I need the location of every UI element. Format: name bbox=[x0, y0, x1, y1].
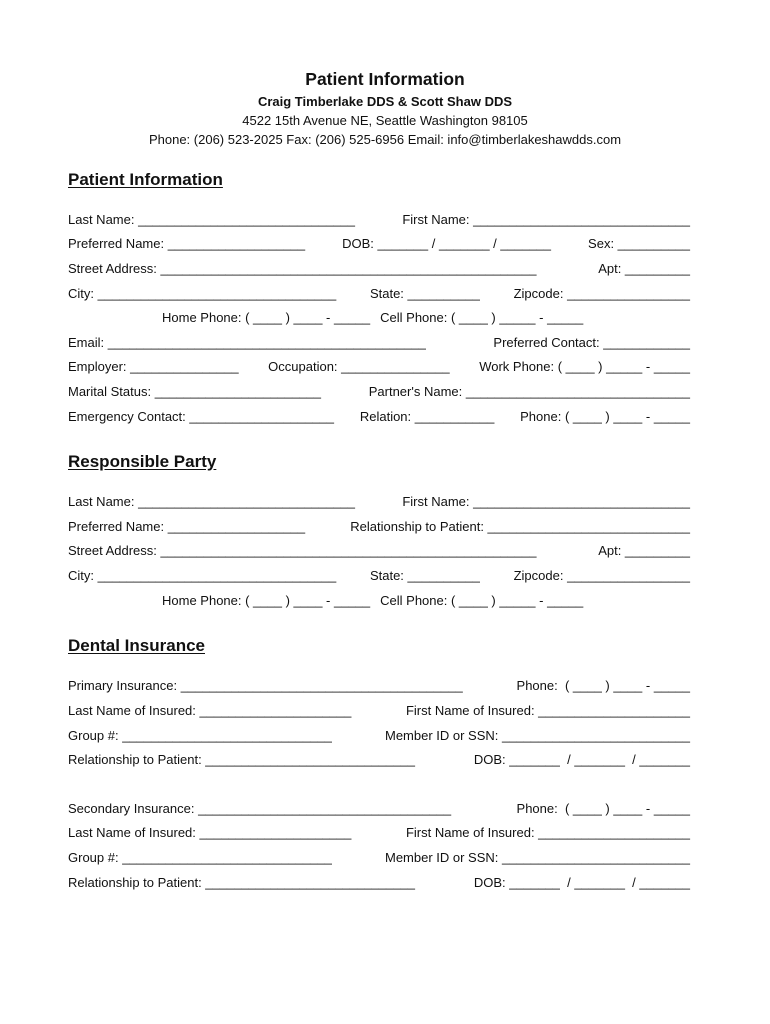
patient-emergency-row bbox=[68, 408, 690, 426]
patient-email-row bbox=[68, 334, 690, 352]
patient-apt-field[interactable]: Apt: _________ bbox=[598, 261, 690, 276]
responsible-preferred-row bbox=[68, 518, 690, 536]
secondary-insurance-row bbox=[68, 800, 690, 818]
practice-contact: Phone: (206) 523-2025 Fax: (206) 525-6956 Email: info@timberlakeshawdds.com bbox=[148, 132, 622, 147]
patient-street-address-field[interactable]: Street Address: ____________________________________________________ bbox=[68, 261, 537, 276]
patient-marital-row bbox=[68, 383, 690, 401]
secondary-member-id-field[interactable]: Member ID or SSN: __________________________ bbox=[384, 850, 690, 865]
responsible-city-row bbox=[68, 567, 690, 585]
responsible-state-field[interactable]: State: __________ bbox=[369, 568, 480, 583]
patient-partner-name-field[interactable]: Partner's Name: _______________________________ bbox=[368, 384, 690, 399]
patient-employer-field[interactable]: Employer: _______________ bbox=[68, 359, 239, 374]
secondary-insurance-field[interactable]: Secondary Insurance: ___________________________________ bbox=[68, 801, 452, 816]
patient-state-field[interactable]: State: __________ bbox=[369, 286, 480, 301]
patient-emergency-contact-field[interactable]: Emergency Contact: ____________________ bbox=[68, 409, 334, 424]
secondary-group-row bbox=[68, 849, 690, 867]
responsible-address-row bbox=[68, 542, 690, 560]
primary-insured-first-name-field[interactable]: First Name of Insured: _____________________ bbox=[405, 703, 690, 718]
patient-relation-field[interactable]: Relation: ___________ bbox=[359, 409, 495, 424]
section-title-insurance: Dental Insurance bbox=[68, 636, 205, 655]
primary-group-row bbox=[68, 727, 690, 745]
patient-home-phone-field[interactable]: Home Phone: ( ____ ) ____ - _____ bbox=[162, 310, 371, 325]
responsible-first-name-field[interactable]: First Name: ______________________________ bbox=[402, 494, 690, 509]
patient-name-row bbox=[68, 211, 690, 229]
patient-occupation-field[interactable]: Occupation: _______________ bbox=[268, 359, 450, 374]
patient-cell-phone-field[interactable]: Cell Phone: ( ____ ) _____ - _____ bbox=[380, 310, 584, 325]
practice-name: Craig Timberlake DDS & Scott Shaw DDS bbox=[257, 94, 513, 109]
primary-relationship-field[interactable]: Relationship to Patient: _____________________________ bbox=[68, 752, 415, 767]
practice-address: 4522 15th Avenue NE, Seattle Washington 98105 bbox=[242, 113, 528, 128]
responsible-home-phone-field[interactable]: Home Phone: ( ____ ) ____ - _____ bbox=[162, 593, 371, 608]
secondary-insured-name-row bbox=[68, 824, 690, 842]
patient-address-row bbox=[68, 260, 690, 278]
responsible-cell-phone-field[interactable]: Cell Phone: ( ____ ) _____ - _____ bbox=[380, 593, 584, 608]
patient-sex-field[interactable]: Sex: __________ bbox=[588, 236, 690, 251]
primary-insurance-phone-field[interactable]: Phone: ( ____ ) ____ - _____ bbox=[516, 678, 690, 693]
secondary-insured-last-name-field[interactable]: Last Name of Insured: _____________________ bbox=[68, 825, 352, 840]
patient-employer-row bbox=[68, 358, 690, 376]
responsible-phone-row bbox=[162, 592, 610, 610]
secondary-insured-dob-field[interactable]: DOB: _______ / _______ / _______ bbox=[473, 875, 690, 890]
patient-city-field[interactable]: City: _________________________________ bbox=[68, 286, 337, 301]
primary-insured-dob-field[interactable]: DOB: _______ / _______ / _______ bbox=[473, 752, 690, 767]
patient-first-name-field[interactable]: First Name: ______________________________ bbox=[402, 212, 690, 227]
patient-city-row bbox=[68, 285, 690, 303]
patient-preferred-row bbox=[68, 235, 690, 253]
responsible-city-field[interactable]: City: _________________________________ bbox=[68, 568, 337, 583]
responsible-street-address-field[interactable]: Street Address: ____________________________________________________ bbox=[68, 543, 537, 558]
patient-phone-row bbox=[162, 309, 610, 327]
section-title-responsible: Responsible Party bbox=[68, 452, 217, 471]
primary-insurance-field[interactable]: Primary Insurance: _______________________________________ bbox=[68, 678, 463, 693]
responsible-preferred-name-field[interactable]: Preferred Name: ___________________ bbox=[68, 519, 306, 534]
document-title: Patient Information bbox=[305, 69, 465, 89]
primary-insured-last-name-field[interactable]: Last Name of Insured: _____________________ bbox=[68, 703, 352, 718]
primary-group-number-field[interactable]: Group #: _____________________________ bbox=[68, 728, 332, 743]
patient-marital-status-field[interactable]: Marital Status: _______________________ bbox=[68, 384, 321, 399]
patient-preferred-name-field[interactable]: Preferred Name: ___________________ bbox=[68, 236, 306, 251]
patient-work-phone-field[interactable]: Work Phone: ( ____ ) _____ - _____ bbox=[479, 359, 690, 374]
responsible-last-name-field[interactable]: Last Name: ______________________________ bbox=[68, 494, 355, 509]
patient-zipcode-field[interactable]: Zipcode: _________________ bbox=[513, 286, 690, 301]
secondary-insured-first-name-field[interactable]: First Name of Insured: _____________________ bbox=[405, 825, 690, 840]
patient-preferred-contact-field[interactable]: Preferred Contact: ____________ bbox=[493, 335, 690, 350]
primary-relationship-row bbox=[68, 751, 690, 769]
primary-insured-name-row bbox=[68, 702, 690, 720]
secondary-relationship-row bbox=[68, 874, 690, 892]
patient-last-name-field[interactable]: Last Name: ______________________________ bbox=[68, 212, 355, 227]
patient-dob-field[interactable]: DOB: _______ / _______ / _______ bbox=[342, 236, 552, 251]
secondary-insurance-phone-field[interactable]: Phone: ( ____ ) ____ - _____ bbox=[516, 801, 690, 816]
primary-member-id-field[interactable]: Member ID or SSN: __________________________ bbox=[384, 728, 690, 743]
primary-insurance-row bbox=[68, 677, 690, 695]
responsible-relationship-field[interactable]: Relationship to Patient: ____________________________ bbox=[350, 519, 690, 534]
secondary-group-number-field[interactable]: Group #: _____________________________ bbox=[68, 850, 332, 865]
responsible-apt-field[interactable]: Apt: _________ bbox=[598, 543, 690, 558]
responsible-name-row bbox=[68, 493, 690, 511]
form-header bbox=[0, 68, 770, 149]
patient-email-field[interactable]: Email: ____________________________________________ bbox=[68, 335, 426, 350]
patient-emergency-phone-field[interactable]: Phone: ( ____ ) ____ - _____ bbox=[520, 409, 690, 424]
section-title-patient: Patient Information bbox=[68, 170, 223, 189]
responsible-zipcode-field[interactable]: Zipcode: _________________ bbox=[513, 568, 690, 583]
secondary-relationship-field[interactable]: Relationship to Patient: _____________________________ bbox=[68, 875, 415, 890]
